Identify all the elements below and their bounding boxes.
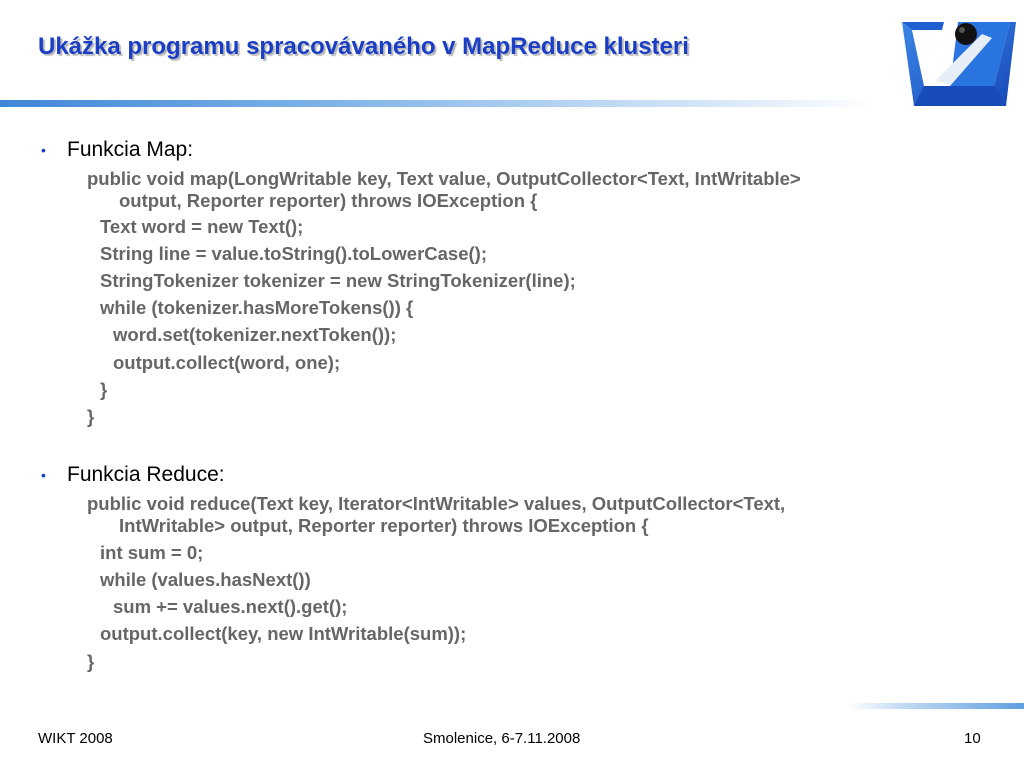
code-line: word.set(tokenizer.nextToken()); [113,324,397,345]
section-heading-map: Funkcia Map: [67,138,194,161]
footer-location-date: Smolenice, 6-7.11.2008 [423,730,581,747]
footer-conference: WIKT 2008 [38,730,113,747]
code-line: } [87,651,95,672]
code-line: sum += values.next().get(); [113,596,348,617]
header-rule [0,100,875,107]
code-line: output, Reporter reporter) throws IOException { [119,190,538,211]
code-line: Text word = new Text(); [100,216,304,237]
university-logo-icon [898,16,1016,108]
section-heading-reduce: Funkcia Reduce: [67,463,225,486]
code-line: IntWritable> output, Reporter reporter) throws IOException { [119,515,649,536]
slide-title: Ukážka programu spracovávaného v MapReduce klusteri [38,33,689,60]
code-line: public void reduce(Text key, Iterator<IntWritable> values, OutputCollector<Text, [87,493,786,514]
code-line: int sum = 0; [100,542,204,563]
code-line: } [87,406,95,427]
code-line: while (values.hasNext()) [100,569,311,590]
page-number: 10 [964,730,981,747]
code-line: StringTokenizer tokenizer = new StringTokenizer(line); [100,270,576,291]
code-line: while (tokenizer.hasMoreTokens()) { [100,297,414,318]
code-line: } [100,379,108,400]
code-line: String line = value.toString().toLowerCase(); [100,243,487,264]
bullet-marker: • [41,142,46,158]
bullet-marker: • [41,467,46,483]
code-line: output.collect(word, one); [113,352,341,373]
code-line: public void map(LongWritable key, Text value, OutputCollector<Text, IntWritable> [87,168,801,189]
footer-rule [848,703,1024,709]
code-line: output.collect(key, new IntWritable(sum)); [100,623,467,644]
